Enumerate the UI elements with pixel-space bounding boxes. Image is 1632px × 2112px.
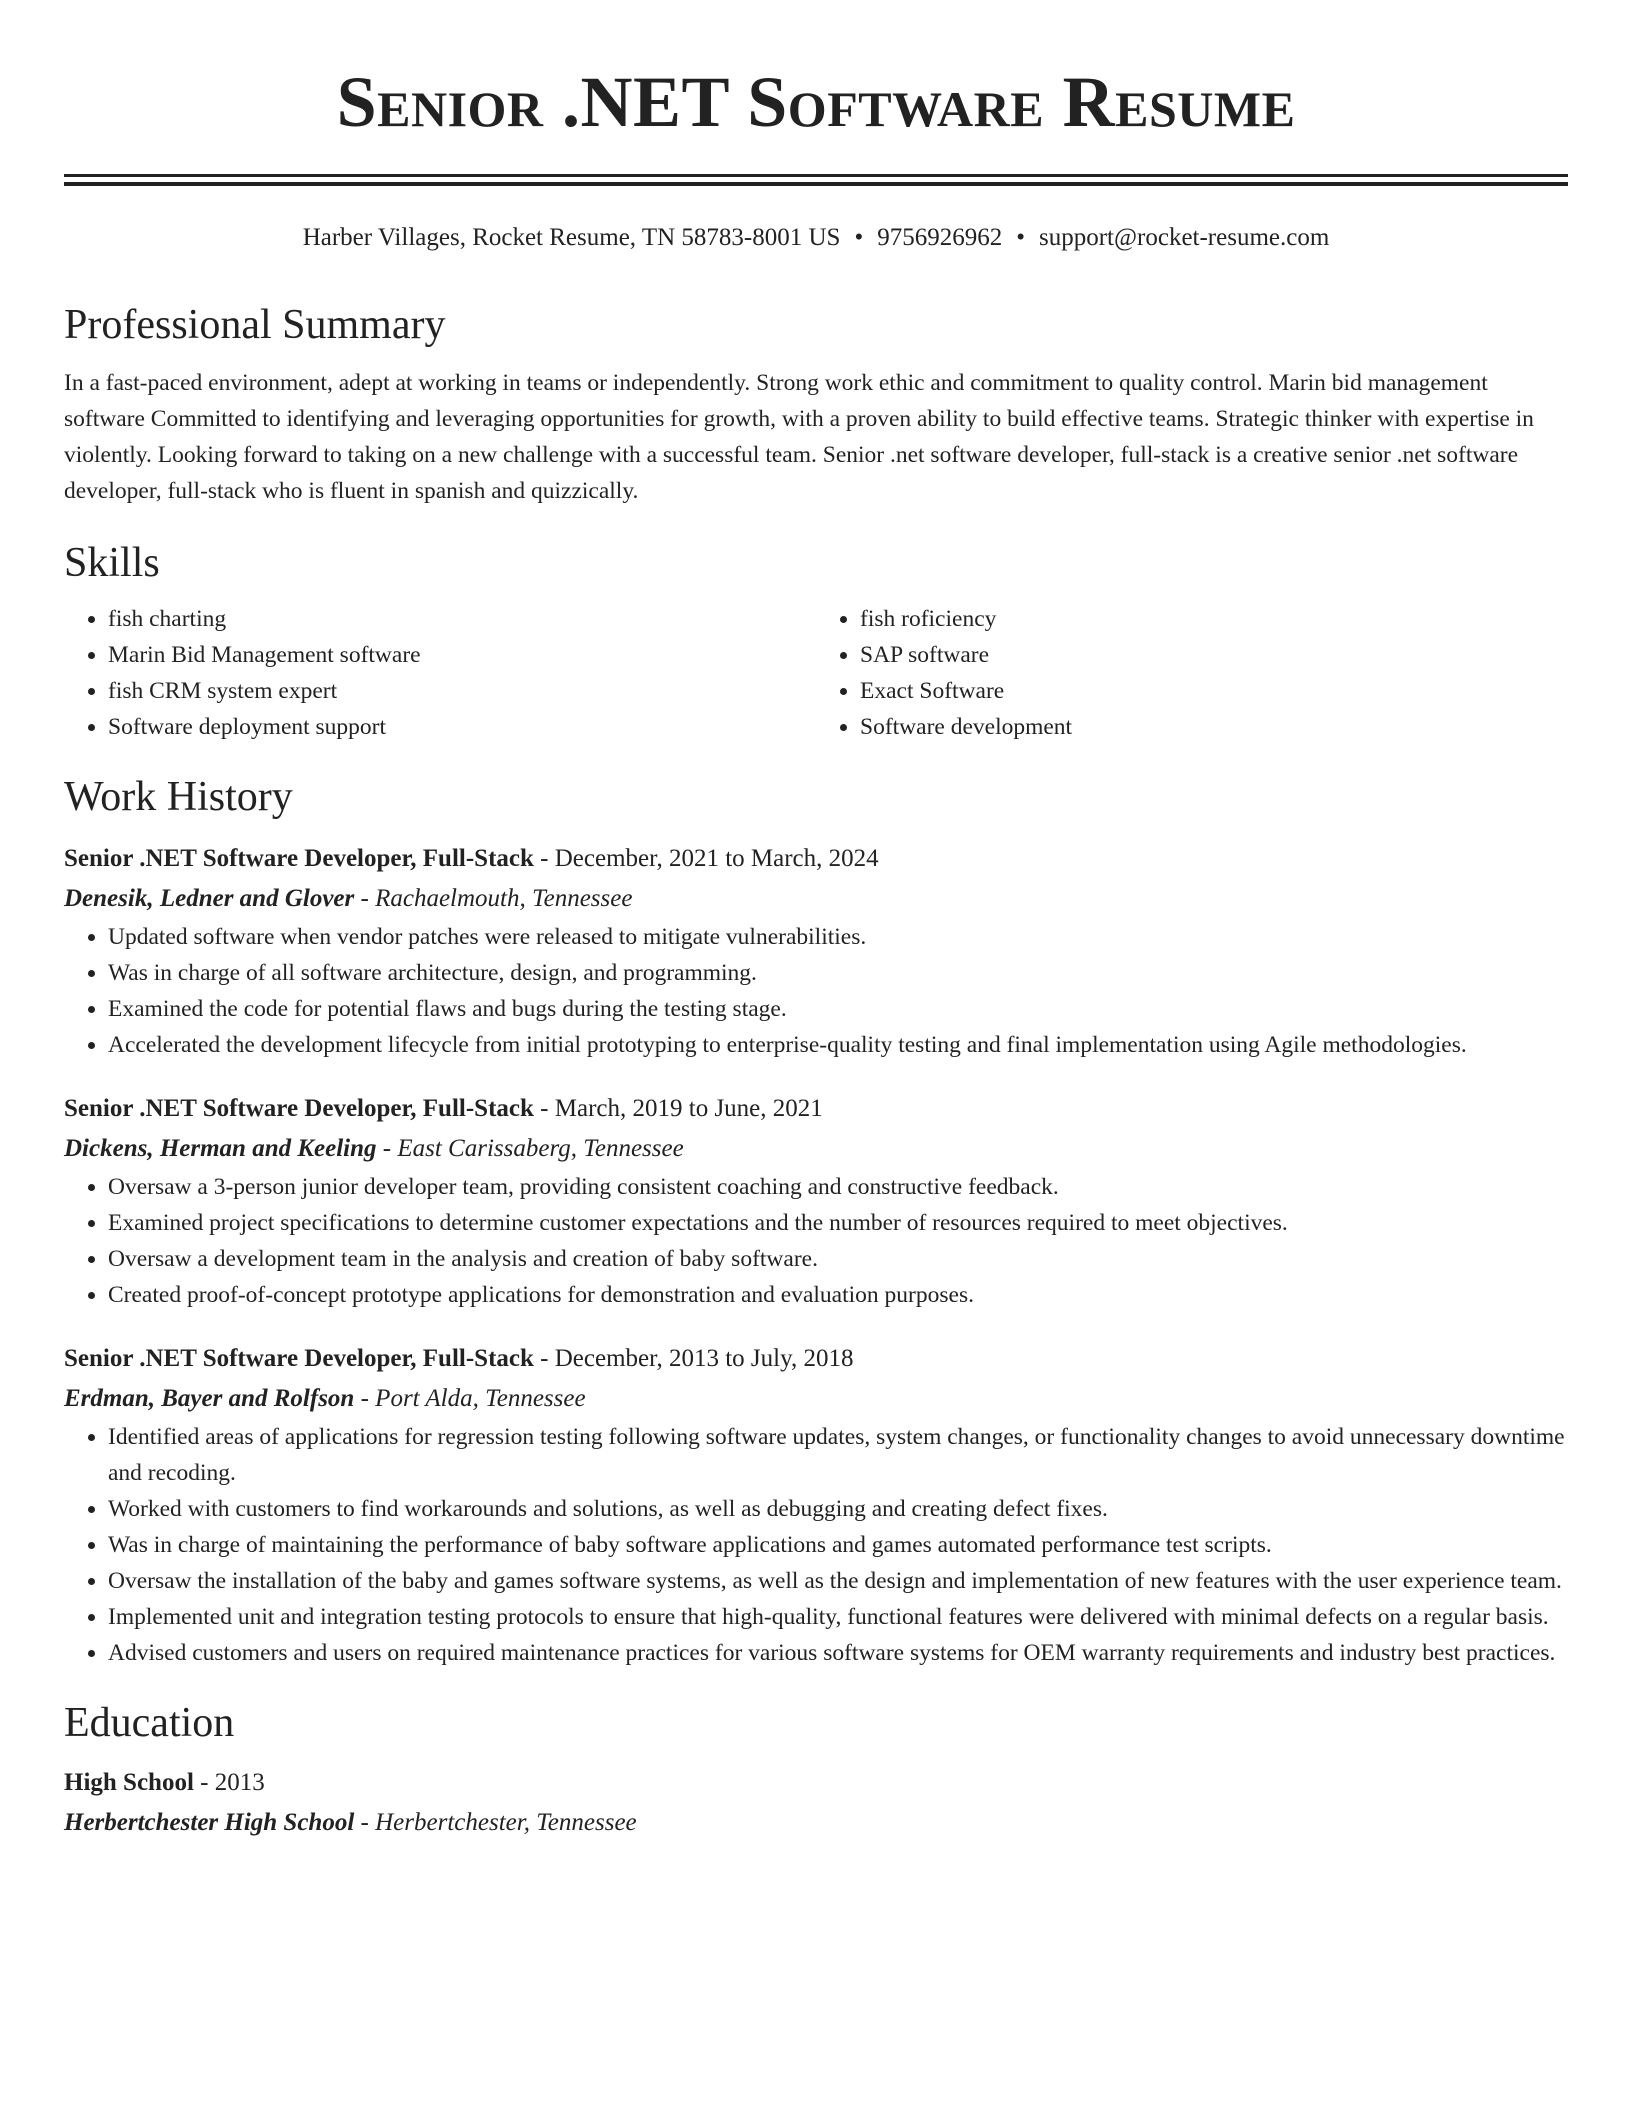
skill-item: • fish charting — [108, 601, 816, 637]
job-bullet: • Was in charge of all software architecture, design, and programming. — [108, 955, 1568, 991]
job-title: Senior .NET Software Developer, Full-Stack — [64, 1095, 534, 1122]
education-header: High School - 2013 — [64, 1769, 265, 1796]
skill-item: • fish CRM system expert — [108, 673, 816, 709]
skill-item: • SAP software — [860, 637, 1568, 673]
education-year: 2013 — [214, 1769, 265, 1796]
job-company: Erdman, Bayer and Rolfson — [64, 1385, 355, 1412]
summary-heading: Professional Summary — [64, 302, 446, 348]
contact-email: support@rocket-resume.com — [1039, 224, 1330, 251]
title-rule-bottom — [64, 182, 1568, 186]
job-header: Senior .NET Software Developer, Full-Stack - December, 2021 to March, 2024 — [64, 845, 879, 872]
contact-address: Harber Villages, Rocket Resume, TN 58783-8001 US — [302, 224, 841, 251]
skill-item: • Software development — [860, 709, 1568, 745]
job-company: Denesik, Ledner and Glover — [64, 885, 355, 912]
job-entry — [64, 1339, 1568, 1671]
job-bullets — [64, 1419, 1568, 1671]
resume-title: Senior .NET Software Resume — [336, 62, 1296, 142]
work-heading: Work History — [64, 774, 293, 820]
skills-column-left — [64, 601, 816, 745]
job-bullet: • Examined the code for potential flaws and bugs during the testing stage. — [108, 991, 1568, 1027]
education-location: Herbertchester, Tennessee — [375, 1809, 637, 1836]
job-bullet: • Implemented unit and integration testing protocols to ensure that high-quality, functional features were delivered with minimal defects on a regular basis. — [108, 1599, 1568, 1635]
skill-item: • fish roficiency — [860, 601, 1568, 637]
skills-column-right — [816, 601, 1568, 745]
contact-phone: 9756926962 — [877, 224, 1003, 251]
job-dates: March, 2019 to June, 2021 — [554, 1095, 823, 1122]
education-entry — [64, 1763, 1568, 1843]
job-bullet: • Oversaw a development team in the analysis and creation of baby software. — [108, 1241, 1568, 1277]
job-company: Dickens, Herman and Keeling — [64, 1135, 377, 1162]
job-entry — [64, 839, 1568, 1063]
job-company-line: Erdman, Bayer and Rolfson - Port Alda, Tennessee — [64, 1385, 586, 1412]
job-bullet: • Created proof-of-concept prototype applications for demonstration and evaluation purposes. — [108, 1277, 1568, 1313]
job-dates: December, 2013 to July, 2018 — [554, 1345, 854, 1372]
job-bullet: • Examined project specifications to determine customer expectations and the number of resources required to meet objectives. — [108, 1205, 1568, 1241]
contact-separator: • — [854, 224, 864, 251]
education-degree: High School — [64, 1769, 194, 1796]
job-title: Senior .NET Software Developer, Full-Stack — [64, 845, 534, 872]
skills-heading: Skills — [64, 540, 160, 586]
job-company-line: Dickens, Herman and Keeling - East Carissaberg, Tennessee — [64, 1135, 684, 1162]
education-school-line: Herbertchester High School - Herbertchester, Tennessee — [64, 1809, 637, 1836]
summary-text: In a fast-paced environment, adept at working in teams or independently. Strong work ethic and commitment to quality control. Marin bid management software Committed to identifying and leveraging opportunities for growth, with a proven ability to build effective teams. Strategic thinker with expertise in violently. Looking forward to taking on a new challenge with a successful team. Senior .net software developer, full-stack is a creative senior .net software developer, full-stack who is fluent in spanish and quizzically. — [64, 370, 1534, 504]
job-location: Port Alda, Tennessee — [375, 1385, 586, 1412]
job-dates: December, 2021 to March, 2024 — [554, 845, 879, 872]
job-bullets — [64, 919, 1568, 1063]
job-bullet: • Advised customers and users on required maintenance practices for various software systems for OEM warranty requirements and industry best practices. — [108, 1635, 1568, 1671]
job-header: Senior .NET Software Developer, Full-Stack - March, 2019 to June, 2021 — [64, 1095, 823, 1122]
job-bullet: • Accelerated the development lifecycle from initial prototyping to enterprise-quality testing and final implementation using Agile methodologies. — [108, 1027, 1568, 1063]
job-bullet: • Was in charge of maintaining the performance of baby software applications and games automated performance test scripts. — [108, 1527, 1568, 1563]
education-heading: Education — [64, 1700, 235, 1746]
job-company-line: Denesik, Ledner and Glover - Rachaelmouth, Tennessee — [64, 885, 633, 912]
title-rule-top — [64, 174, 1568, 177]
job-header: Senior .NET Software Developer, Full-Stack - December, 2013 to July, 2018 — [64, 1345, 854, 1372]
skill-item: • Exact Software — [860, 673, 1568, 709]
contact-line — [64, 221, 1568, 255]
job-bullet: • Worked with customers to find workarounds and solutions, as well as debugging and creating defect fixes. — [108, 1491, 1568, 1527]
job-bullet: • Oversaw a 3-person junior developer team, providing consistent coaching and constructive feedback. — [108, 1169, 1568, 1205]
skills-list — [64, 601, 1568, 745]
skill-item: • Marin Bid Management software — [108, 637, 816, 673]
job-entry — [64, 1089, 1568, 1313]
contact-separator: • — [1016, 224, 1025, 251]
job-location: Rachaelmouth, Tennessee — [375, 885, 633, 912]
job-title: Senior .NET Software Developer, Full-Stack — [64, 1345, 534, 1372]
job-bullet: • Identified areas of applications for regression testing following software updates, system changes, or functionality changes to avoid unnecessary downtime and recoding. — [108, 1419, 1568, 1491]
education-school: Herbertchester High School — [64, 1809, 355, 1836]
skill-item: • Software deployment support — [108, 709, 816, 745]
job-location: East Carissaberg, Tennessee — [397, 1135, 684, 1162]
job-bullet: • Updated software when vendor patches were released to mitigate vulnerabilities. — [108, 919, 1568, 955]
job-bullet: • Oversaw the installation of the baby and games software systems, as well as the design and implementation of new features with the user experience team. — [108, 1563, 1568, 1599]
job-bullets — [64, 1169, 1568, 1313]
